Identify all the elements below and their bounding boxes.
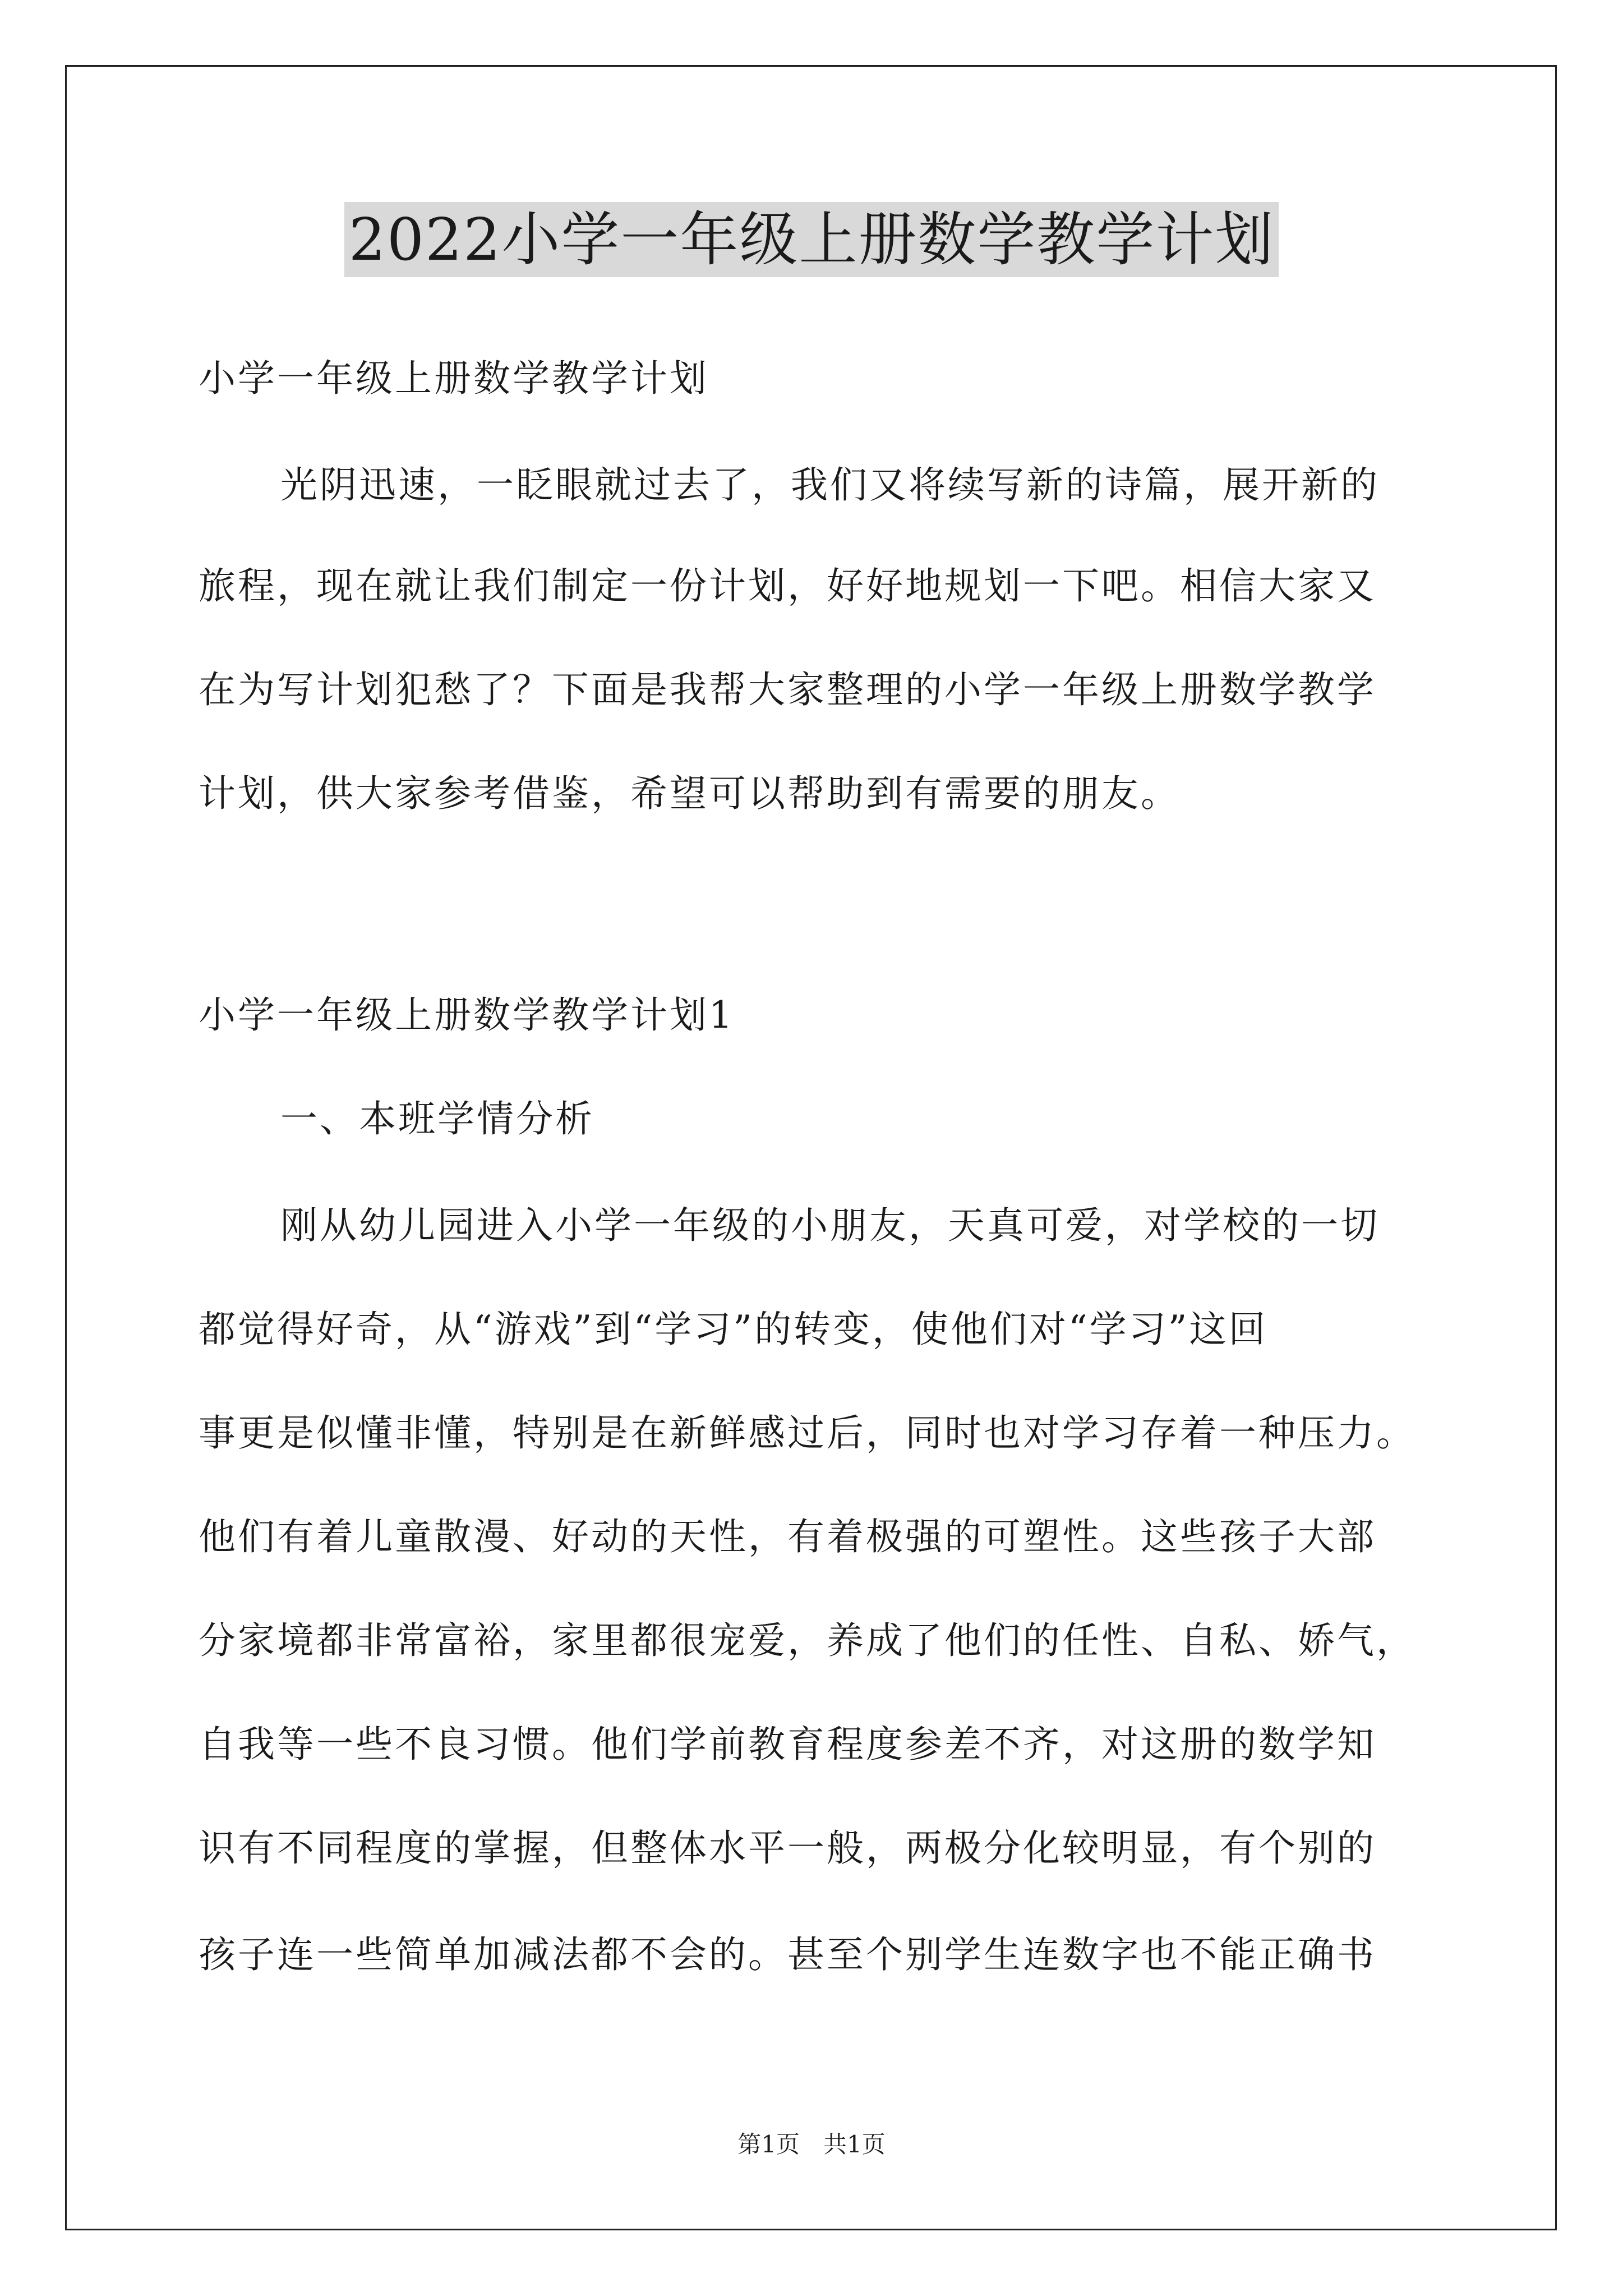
body-line: 他们有着儿童散漫、好动的天性，有着极强的可塑性。这些孩子大部 (199, 1515, 1376, 1558)
document-subtitle: 小学一年级上册数学教学计划 (199, 357, 709, 400)
body-line: 刚从幼儿园进入小学一年级的小朋友，天真可爱，对学校的一切 (280, 1204, 1380, 1247)
intro-line: 在为写计划犯愁了？下面是我帮大家整理的小学一年级上册数学教学 (199, 668, 1376, 711)
subsection-heading: 一、本班学情分析 (280, 1097, 594, 1140)
body-line: 分家境都非常富裕，家里都很宠爱，养成了他们的任性、自私、娇气， (199, 1619, 1415, 1662)
body-line: 都觉得好奇，从“游戏”到“学习”的转变，使他们对“学习”这回 (199, 1308, 1268, 1351)
body-line: 孩子连一些简单加减法都不会的。甚至个别学生连数字也不能正确书 (199, 1933, 1376, 1976)
page-number: 第1页 共1页 (737, 2131, 886, 2158)
body-line: 事更是似懂非懂，特别是在新鲜感过后，同时也对学习存着一种压力。 (199, 1411, 1415, 1455)
intro-line: 计划，供大家参考借鉴，希望可以帮助到有需要的朋友。 (199, 772, 1180, 815)
title-container (0, 202, 1623, 277)
intro-line: 光阴迅速，一眨眼就过去了，我们又将续写新的诗篇，展开新的 (280, 463, 1380, 507)
intro-line: 旅程，现在就让我们制定一份计划，好好地规划一下吧。相信大家又 (199, 564, 1376, 608)
body-line: 自我等一些不良习惯。他们学前教育程度参差不齐，对这册的数学知 (199, 1723, 1376, 1766)
document-title: 2022小学一年级上册数学教学计划 (344, 202, 1279, 277)
section-title: 小学一年级上册数学教学计划1 (199, 993, 735, 1037)
body-line: 识有不同程度的掌握，但整体水平一般，两极分化较明显，有个别的 (199, 1826, 1376, 1870)
